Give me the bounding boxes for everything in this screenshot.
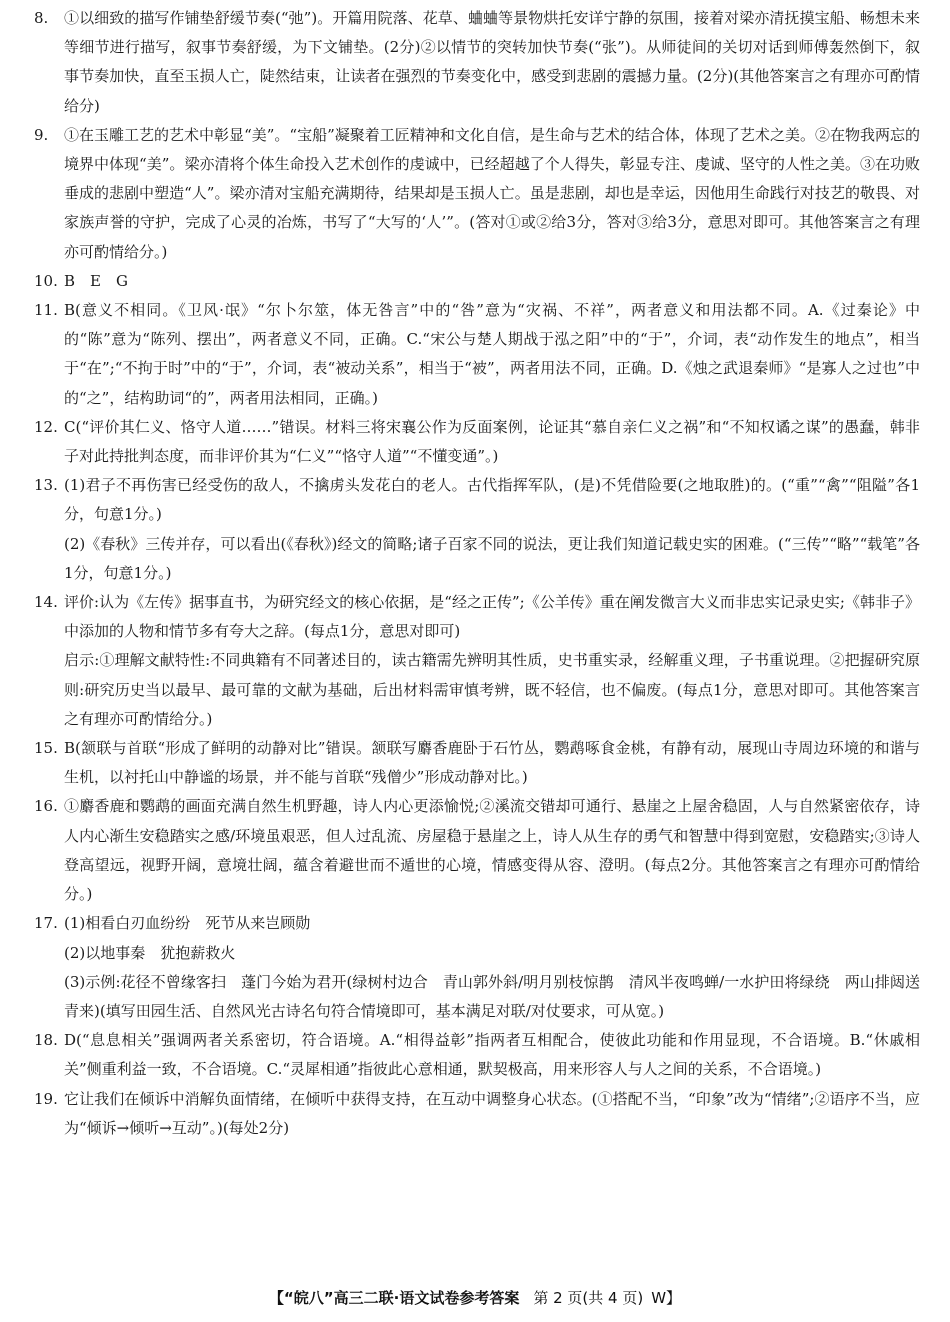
answer-insight: 启示:①理解文献特性:不同典籍有不同著述目的，读古籍需先辨明其性质，史书重实录，经解重义理，子书重说理。②把握研究原则:研究历史当以最早、最可靠的文献为基础，后出材料需审慎考辨，既不轻信，也不偏废。(每点1分，意思对即可。其他答案言之有理亦可酌情给分。): [64, 651, 920, 728]
item-number: 8.: [34, 9, 49, 27]
answer-text: B(颔联与首联“形成了鲜明的动静对比”错误。颔联写麝香鹿卧于石竹丛，鹦鹉啄食金桃，有静有动，展现山寺周边环境的和谐与生机，以衬托山中静谧的场景，并不能与首联“残僧少”形成动静对比。): [64, 739, 920, 787]
answer-text: B E G: [64, 271, 128, 290]
answer-text: B(意义不相同。《卫风·氓》“尔卜尔筮，体无咎言”中的“咎”意为“灾祸、不祥”，两者意义和用法都不同。A.《过秦论》中的“陈”意为“陈列、摆出”，两者意义不同，正确。C.“宋公与楚人期战于泓之阳”中的“于”，介词，表“动作发生的地点”，相当于“在”;“不拘于时”中的“于”，介词，表“被动关系”，相当于“被”，两者用法不同，正确。D.《烛之武退秦师》“是寡人之过也”中的“之”，结构助词“的”，两者用法相同，正确。): [64, 301, 920, 407]
item-number: 19.: [34, 1089, 58, 1108]
answer-text: C(“评价其仁义、恪守人道……”错误。材料三将宋襄公作为反面案例，论证其“慕自亲仁义之祸”和“不知权谲之谋”的愚蠢，韩非子对此持批判态度，而非评价其为“仁义”“恪守人道”“不懂变通”。): [64, 417, 920, 466]
answer-item-11: [34, 296, 920, 413]
answer-item-19: [34, 1085, 920, 1143]
item-number: 16.: [34, 797, 58, 816]
item-number: 14.: [34, 593, 58, 612]
answer-item-18: [34, 1026, 920, 1084]
item-number: 9.: [34, 125, 49, 144]
answer-text: ①麝香鹿和鹦鹉的画面充满自然生机野趣，诗人内心更添愉悦;②溪流交错却可通行、悬崖之上屋舍稳固，人与自然紧密依存，诗人内心渐生安稳踏实之感/环境虽艰恶，但人过乱流、房屋稳于悬崖之上，诗人从生存的勇气和智慧中得到宽慰，安稳踏实;③诗人登高望远，视野开阔，意境壮阔，蕴含着避世而不遁世的心境，情感变得从容、澄明。(每点2分。其他答案言之有理亦可酌情给分。): [64, 797, 920, 904]
answer-item-8: [34, 4, 920, 121]
answer-item-15: [34, 734, 920, 792]
answer-sub-1: (1)君子不再伤害已经受伤的敌人，不擒虏头发花白的老人。古代指挥军队，(是)不凭借险要(之地取胜)的。(“重”“禽”“阻隘”各1分，句意1分。): [64, 476, 920, 524]
answer-list: [34, 4, 920, 1143]
answer-sub-2: (2)以地事秦 犹抱薪救火: [64, 943, 236, 962]
answer-sub-3: (3)示例:花径不曾缘客扫 蓬门今始为君开(绿树村边合 青山郭外斜/明月别枝惊鹊 清风半夜鸣蝉/一水护田将绿绕 两山排闼送青来)(填写田园生活、自然风光古诗名句符合情境即可，基本满足对联/对仗要求，可从宽。): [64, 972, 920, 1020]
page-footer: [0, 1287, 950, 1309]
item-number: 15.: [34, 739, 58, 758]
answer-item-14: [34, 588, 920, 734]
answer-item-9: [34, 121, 920, 267]
answer-item-12: [34, 413, 920, 471]
item-number: 18.: [34, 1031, 58, 1050]
item-number: 17.: [34, 914, 58, 933]
answer-item-13: [34, 471, 920, 588]
answer-text: 它让我们在倾诉中消解负面情绪，在倾听中获得支持，在互动中调整身心状态。(①搭配不当，“印象”改为“情绪”;②语序不当，应为“倾诉→倾听→互动”。)(每处2分): [64, 1089, 920, 1137]
answer-text: ①以细致的描写作铺垫舒缓节奏(“弛”)。开篇用院落、花草、蛐蛐等景物烘托安详宁静的氛围，接着对梁亦清抚摸宝船、畅想未来等细节进行描写，叙事节奏舒缓，为下文铺垫。(2分)②以情节的突转加快节奏(“张”)。从师徒间的关切对话到师傅轰然倒下，叙事节奏加快，直至玉损人亡，陡然结束，让读者在强烈的节奏变化中，感受到悲剧的震撼力量。(2分)(其他答案言之有理亦可酌情给分): [64, 9, 920, 115]
answer-item-10: [34, 267, 920, 296]
answer-item-17: [34, 909, 920, 1026]
answer-text: ①在玉雕工艺的艺术中彰显“美”。“宝船”凝聚着工匠精神和文化自信，是生命与艺术的结合体，体现了艺术之美。②在物我两忘的境界中体现“美”。梁亦清将个体生命投入艺术创作的虔诚中，已经超越了个人得失，彰显专注、虔诚、坚守的人性之美。③在功败垂成的悲剧中塑造“人”。梁亦清对宝船充满期待，结果却是玉损人亡。虽是悲剧，却也是幸运，因他用生命践行对技艺的敬畏、对家族声誉的守护，完成了心灵的冶炼，书写了“大写的‘人’”。(答对①或②给3分，答对③给3分，意思对即可。其他答案言之有理亦可酌情给分。): [64, 125, 920, 261]
answer-sub-2: (2)《春秋》三传并存，可以看出(《春秋》)经文的简略;诸子百家不同的说法，更让我们知道记载史实的困难。(“三传”“略”“载笔”各1分，句意1分。): [64, 534, 920, 582]
item-number: 10.: [34, 271, 58, 290]
footer-title: 【“皖八”高三二联·语文试卷参考答案: [268, 1289, 520, 1307]
item-number: 13.: [34, 476, 58, 495]
version-code: W】: [651, 1289, 682, 1307]
page-number: 第 2 页(共 4 页): [533, 1289, 644, 1307]
answer-text: D(“息息相关”强调两者关系密切，符合语境。A.“相得益彰”指两者互相配合，使彼此功能和作用显现，不合语境。B.“休戚相关”侧重利益一致，不合语境。C.“灵犀相通”指彼此心意相通，默契极高，用来形容人与人之间的关系，不合语境。): [64, 1031, 920, 1079]
answer-sub-1: (1)相看白刃血纷纷 死节从来岂顾勋: [64, 914, 311, 933]
answer-evaluation: 评价:认为《左传》据事直书，为研究经文的核心依据，是“经之正传”;《公羊传》重在阐发微言大义而非忠实记录史实;《韩非子》中添加的人物和情节多有夸大之辞。(每点1分，意思对即可): [64, 593, 920, 641]
item-number: 12.: [34, 417, 58, 436]
answer-item-16: [34, 792, 920, 909]
item-number: 11.: [34, 301, 58, 320]
